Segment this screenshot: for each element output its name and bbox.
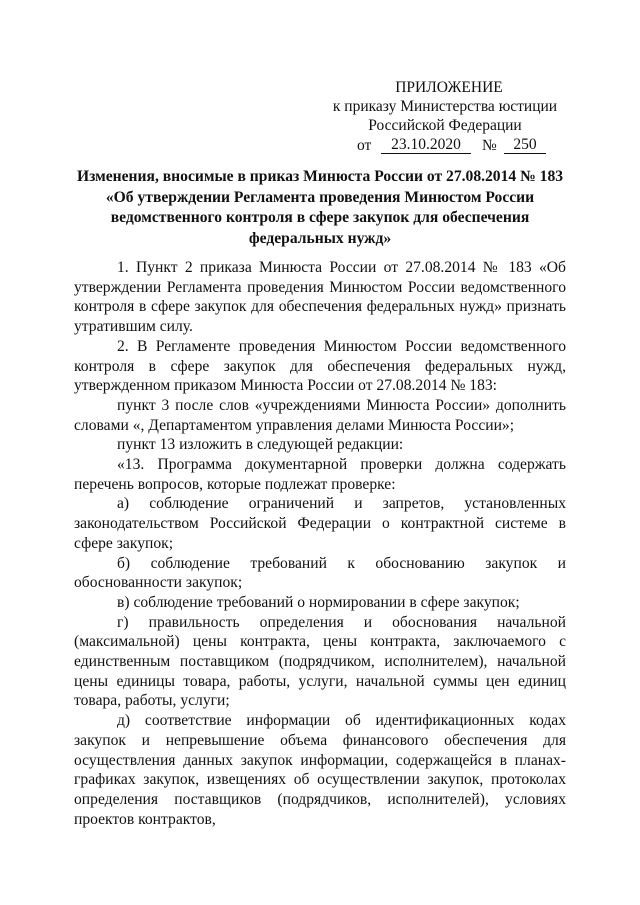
appendix-heading: ПРИЛОЖЕНИЕ	[395, 79, 503, 96]
paragraph-1: 1. Пункт 2 приказа Минюста России от 27.08.2014 № 183 «Об утверждении Регламента проведения Минюстом России ведомственного контроля в сфере закупок для обеспечения федеральных нужд» признать утратившим силу.	[74, 259, 566, 336]
number-label: №	[482, 137, 497, 154]
title-line: Изменения, вносимые в приказ Минюста России от 27.08.2014 № 183	[76, 168, 564, 185]
appendix-date-line	[300, 136, 590, 155]
paragraph-2: 2. В Регламенте проведения Минюстом России ведомственного контроля в сфере закупок для обеспечения федеральных нужд, утвержденном приказом Минюста России от 27.08.2014 № 183:	[74, 337, 566, 395]
paragraph-item-a: а) соблюдение ограничений и запретов, установленных законодательством Российской Федерации о контрактной системе в сфере закупок;	[74, 495, 566, 552]
document-title	[70, 167, 570, 249]
document-body	[74, 258, 566, 829]
paragraph-item-g: г) правильность определения и обоснования начальной (максимальной) цены контракта, цены контракта, заключаемого с единственным поставщиком (подрядчиком, исполнителем), начальной цены единицы товара, работы, услуги, начальной суммы цен единиц товара, работы, услуги;	[74, 613, 566, 710]
title-line: «Об утверждении Регламента проведения Минюстом России	[105, 188, 535, 206]
from-label: от	[357, 137, 372, 154]
title-line: федеральных нужд»	[248, 229, 392, 247]
paragraph-program: «13. Программа документарной проверки должна содержать перечень вопросов, которые подлежат проверке:	[74, 456, 566, 493]
title-line: ведомственного контроля в сфере закупок для обеспечения	[110, 209, 530, 226]
paragraph-point-13: пункт 13 изложить в следующей редакции:	[117, 436, 404, 454]
paragraph-point-3: пункт 3 после слов «учреждениями Минюста России» дополнить словами «, Департаментом управления делами Минюста России»;	[74, 396, 566, 434]
order-number: 250	[504, 136, 546, 154]
appendix-block	[300, 78, 590, 155]
appendix-ministry-line: Российской Федерации	[368, 117, 522, 134]
paragraph-item-v: в) соблюдение требований о нормировании в сфере закупок;	[117, 593, 520, 611]
paragraph-item-b: б) соблюдение требований к обоснованию закупок и обоснованности закупок;	[74, 554, 566, 592]
paragraph-item-d: д) соответствие информации об идентификационных кодах закупок и непревышение объема финансового обеспечения для осуществления данных закупок информации, содержащейся в планах-графиках закупок, извещениях об осуществлении закупок, протоколах определения поставщиков (подрядчиков, исполнителей), условиях проектов контрактов,	[74, 712, 566, 828]
order-date: 23.10.2020	[381, 136, 471, 154]
appendix-order-line: к приказу Министерства юстиции	[332, 98, 558, 115]
